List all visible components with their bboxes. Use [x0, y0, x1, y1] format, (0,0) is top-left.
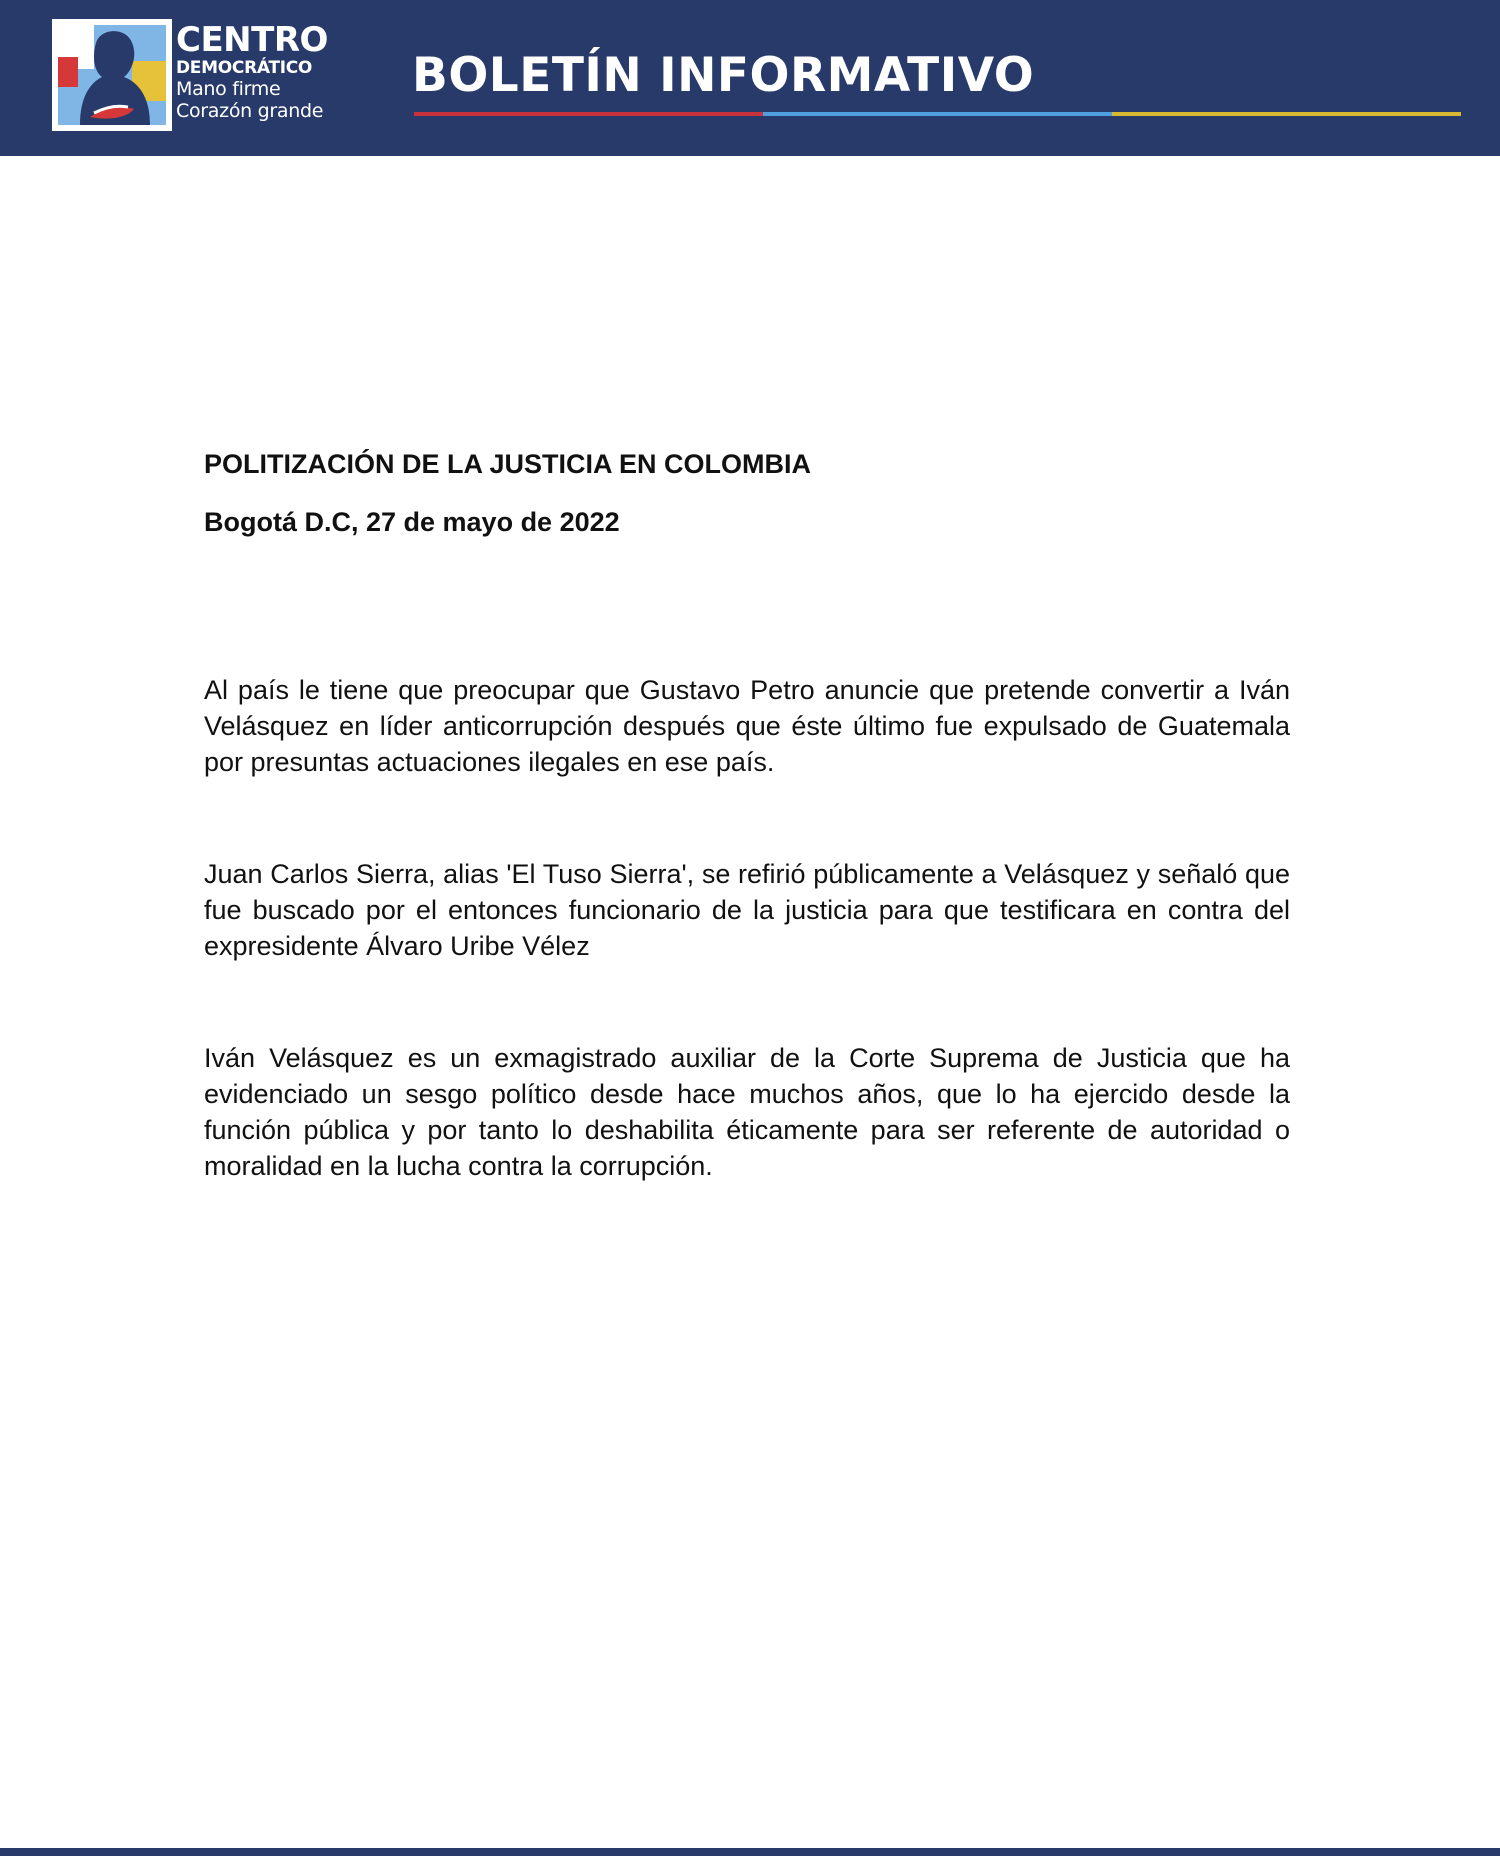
- divider-red-segment: [414, 112, 763, 116]
- bulletin-header: [0, 0, 1500, 156]
- footer-bar: [0, 1848, 1500, 1856]
- document-title: POLITIZACIÓN DE LA JUSTICIA EN COLOMBIA: [204, 449, 811, 479]
- body-paragraph-3: Iván Velásquez es un exmagistrado auxiliar de la Corte Suprema de Justicia que ha evidenciado un sesgo político desde hace muchos años, que lo ha ejercido desde la función pública y por tanto lo deshabilita éticamente para ser referente de autoridad o moralidad en la lucha contra la corrupción.: [204, 1043, 1290, 1181]
- divider-yellow-segment: [1112, 112, 1461, 116]
- centro-democratico-logo-icon: [50, 17, 174, 133]
- logo-line-democratico: DEMOCRÁTICO: [176, 58, 313, 78]
- divider-blue-segment: [763, 112, 1112, 116]
- logo-line-centro: CENTRO: [176, 20, 328, 60]
- logo-slogan-line2: Corazón grande: [176, 100, 324, 122]
- body-paragraph-1: Al país le tiene que preocupar que Gustavo Petro anuncie que pretende convertir a Iván Velásquez en líder anticorrupción después que éste último fue expulsado de Guatemala por presuntas actuaciones ilegales en ese país.: [204, 675, 1290, 777]
- document-date: Bogotá D.C, 27 de mayo de 2022: [204, 507, 620, 537]
- tricolor-divider: [414, 112, 1461, 116]
- logo-text: [176, 22, 328, 122]
- logo-slogan-line1: Mano firme: [176, 78, 281, 100]
- banner-title: BOLETÍN INFORMATIVO: [412, 48, 1035, 103]
- body-paragraph-2: Juan Carlos Sierra, alias 'El Tuso Sierra', se refirió públicamente a Velásquez y señaló que fue buscado por el entonces funcionario de la justicia para que testificara en contra del expresidente Álvaro Uribe Vélez: [204, 859, 1290, 961]
